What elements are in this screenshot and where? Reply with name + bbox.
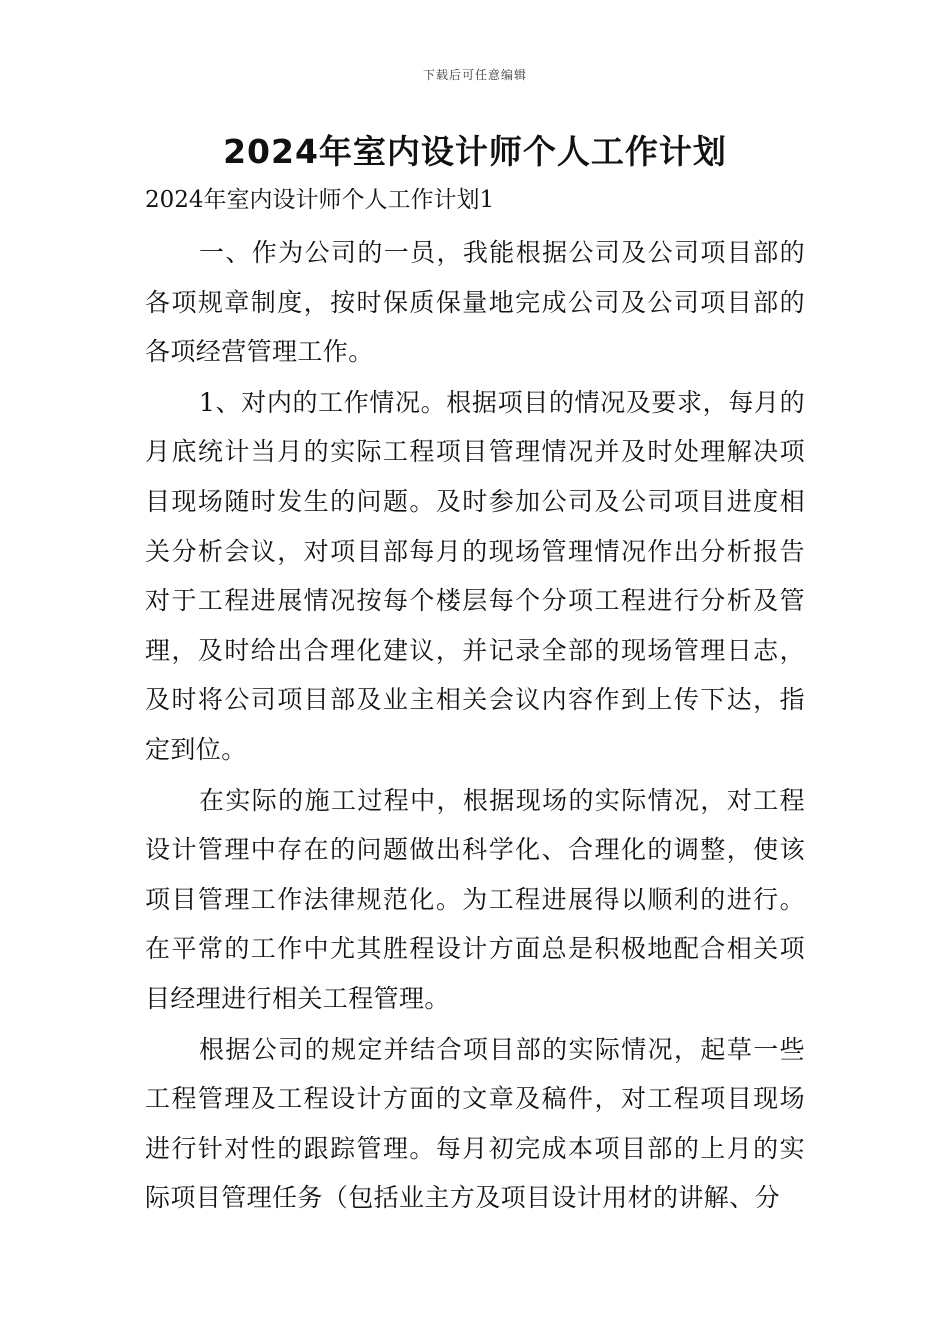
paragraph: 一、作为公司的一员，我能根据公司及公司项目部的各项规章制度，按时保质保量地完成公司及公司项目部的各项经营管理工作。 (145, 238, 805, 367)
document-subtitle: 2024年室内设计师个人工作计划1 (145, 187, 495, 213)
paragraph: 1、对内的工作情况。根据项目的情况及要求，每月的月底统计当月的实际工程项目管理情况并及时处理解决项目现场随时发生的问题。及时参加公司及公司项目进度相关分析会议，对项目部每月的现场管理情况作出分析报告对于工程进展情况按每个楼层每个分项工程进行分析及管理，及时给出合理化建议，并记录全部的现场管理日志，及时将公司项目部及业主相关会议内容作到上传下达，指定到位。 (145, 387, 805, 764)
document-title: 2024年室内设计师个人工作计划 (223, 132, 727, 171)
header-note: 下载后可任意编辑 (422, 68, 527, 82)
paragraph: 在实际的施工过程中，根据现场的实际情况，对工程设计管理中存在的问题做出科学化、合理化的调整，使该项目管理工作法律规范化。为工程进展得以顺利的进行。在平常的工作中尤其胜程设计方面总是积极地配合相关项目经理进行相关工程管理。 (145, 785, 805, 1013)
paragraph: 根据公司的规定并结合项目部的实际情况，起草一些工程管理及工程设计方面的文章及稿件，对工程项目现场进行针对性的跟踪管理。每月初完成本项目部的上月的实际项目管理任务（包括业主方及项目设计用材的讲解、分 (145, 1034, 805, 1213)
document-body (145, 182, 805, 1224)
